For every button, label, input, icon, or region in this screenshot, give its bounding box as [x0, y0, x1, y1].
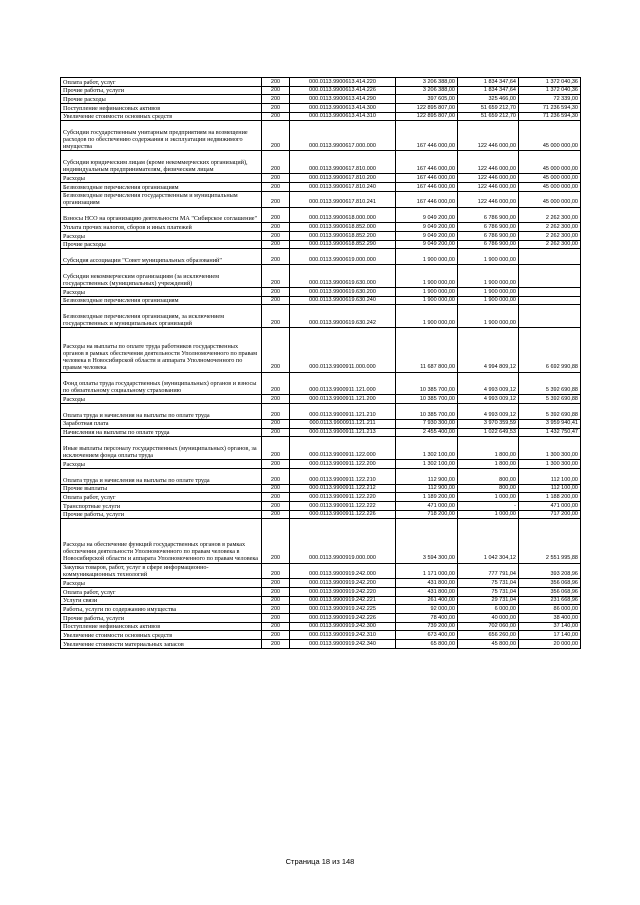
row-name: Безвозмездные перечисления государственным и муниципальным организациям [61, 191, 262, 207]
table-row [61, 622, 581, 631]
table-row [61, 95, 581, 104]
row-name: Прочие работы, услуги [61, 510, 262, 519]
row-amount-remaining: 717 200,00 [519, 510, 581, 519]
row-amount-approved: 7 930 300,00 [396, 419, 458, 428]
row-budget-code: 000.0113.9900619.630.200 [290, 288, 396, 297]
row-amount-remaining: 112 100,00 [519, 468, 581, 484]
row-budget-code: 000.0113.9900617.810.200 [290, 174, 396, 183]
row-amount-approved: 2 455 400,00 [396, 428, 458, 437]
row-code: 200 [262, 395, 290, 404]
row-amount-remaining: 45 000 000,00 [519, 174, 581, 183]
row-name: Закупка товаров, работ, услуг в сфере информационно-коммуникационных технологий [61, 563, 262, 579]
table-row [61, 510, 581, 519]
table-row [61, 614, 581, 623]
row-budget-code: 000.0113.9900619.630.240 [290, 296, 396, 305]
row-amount-remaining: 1 372 040,36 [519, 78, 581, 87]
row-budget-code: 000.0113.9900613.414.300 [290, 104, 396, 113]
row-name: Субсидии юридическим лицам (кроме некоммерческих организаций), индивидуальным предпринимателям, физическим лицам [61, 151, 262, 174]
row-code: 200 [262, 631, 290, 640]
row-amount-remaining: 2 262 300,00 [519, 231, 581, 240]
table-row [61, 502, 581, 511]
row-amount-remaining: 20 000,00 [519, 640, 581, 649]
row-name: Прочие расходы [61, 95, 262, 104]
row-code: 200 [262, 404, 290, 420]
table-row [61, 240, 581, 249]
row-code: 200 [262, 104, 290, 113]
row-code: 200 [262, 428, 290, 437]
row-amount-approved: 3 594 300,00 [396, 519, 458, 563]
row-name: Увеличение стоимости основных средств [61, 631, 262, 640]
row-code: 200 [262, 460, 290, 469]
row-amount-remaining: 112 100,00 [519, 484, 581, 493]
row-budget-code: 000.0113.9900911.122.222 [290, 502, 396, 511]
row-amount-remaining: 356 068,96 [519, 588, 581, 597]
table-row [61, 86, 581, 95]
row-code: 200 [262, 112, 290, 121]
row-amount-executed: 1 900 000,00 [458, 296, 519, 305]
row-amount-executed: 122 446 000,00 [458, 151, 519, 174]
row-amount-executed: 702 060,00 [458, 622, 519, 631]
table-row [61, 596, 581, 605]
row-amount-executed: 122 446 000,00 [458, 183, 519, 192]
row-amount-approved: 122 895 807,00 [396, 112, 458, 121]
row-name: Увеличение стоимости основных средств [61, 112, 262, 121]
row-amount-remaining: 71 236 594,30 [519, 104, 581, 113]
row-amount-remaining: 393 208,96 [519, 563, 581, 579]
row-budget-code: 000.0113.9900919.000.000 [290, 519, 396, 563]
row-name: Прочие работы, услуги [61, 614, 262, 623]
row-name: Расходы [61, 579, 262, 588]
row-amount-remaining [519, 288, 581, 297]
row-amount-executed: 6 786 900,00 [458, 240, 519, 249]
row-amount-remaining: 5 392 690,88 [519, 404, 581, 420]
table-row [61, 183, 581, 192]
row-budget-code: 000.0113.9900919.242.200 [290, 579, 396, 588]
row-budget-code: 000.0113.9900919.242.300 [290, 622, 396, 631]
row-code: 200 [262, 78, 290, 87]
row-code: 200 [262, 563, 290, 579]
row-amount-approved: 1 900 000,00 [396, 249, 458, 265]
row-amount-approved: 261 400,00 [396, 596, 458, 605]
row-name: Оплата труда и начисления на выплаты по оплате труда [61, 468, 262, 484]
row-code: 200 [262, 265, 290, 288]
table-row [61, 174, 581, 183]
row-code: 200 [262, 288, 290, 297]
row-budget-code: 000.0113.9900919.242.340 [290, 640, 396, 649]
table-row [61, 640, 581, 649]
row-name: Начисления на выплаты по оплате труда [61, 428, 262, 437]
row-code: 200 [262, 121, 290, 151]
row-name: Заработная плата [61, 419, 262, 428]
row-amount-remaining: 1 372 040,36 [519, 86, 581, 95]
row-amount-executed: 122 446 000,00 [458, 174, 519, 183]
row-code: 200 [262, 240, 290, 249]
row-amount-remaining [519, 249, 581, 265]
row-code: 200 [262, 614, 290, 623]
row-amount-approved: 9 049 200,00 [396, 207, 458, 223]
table-row [61, 519, 581, 563]
row-code: 200 [262, 183, 290, 192]
row-code: 200 [262, 296, 290, 305]
table-row [61, 78, 581, 87]
row-amount-remaining: 37 140,00 [519, 622, 581, 631]
table-row [61, 191, 581, 207]
row-budget-code: 000.0113.9900613.414.220 [290, 78, 396, 87]
row-budget-code: 000.0113.9900911.122.226 [290, 510, 396, 519]
row-name: Безвозмездные перечисления организациям [61, 183, 262, 192]
row-amount-remaining: 1 300 300,00 [519, 460, 581, 469]
row-budget-code: 000.0113.9900911.121.211 [290, 419, 396, 428]
row-amount-executed: 1 000,00 [458, 493, 519, 502]
row-amount-remaining: 1 432 750,47 [519, 428, 581, 437]
row-budget-code: 000.0113.9900618.852.000 [290, 223, 396, 232]
row-name: Безвозмездные перечисления организациям [61, 296, 262, 305]
row-amount-executed: 6 786 900,00 [458, 231, 519, 240]
row-name: Расходы [61, 460, 262, 469]
row-amount-executed: 4 993 009,12 [458, 404, 519, 420]
row-code: 200 [262, 95, 290, 104]
row-amount-executed: 75 731,04 [458, 588, 519, 597]
row-budget-code: 000.0113.9900613.414.310 [290, 112, 396, 121]
row-amount-remaining: 2 262 300,00 [519, 240, 581, 249]
row-amount-remaining: 1 300 300,00 [519, 437, 581, 460]
table-row [61, 296, 581, 305]
row-amount-executed: 1 900 000,00 [458, 288, 519, 297]
row-amount-executed: 800,00 [458, 484, 519, 493]
budget-table-body [61, 78, 581, 649]
row-amount-approved: 1 302 100,00 [396, 460, 458, 469]
row-budget-code: 000.0113.9900911.121.213 [290, 428, 396, 437]
row-amount-remaining: 6 692 990,88 [519, 328, 581, 372]
row-name: Безвозмездные перечисления организациям, за исключением государственных и муниципальных организаций [61, 305, 262, 328]
row-budget-code: 000.0113.9900613.414.290 [290, 95, 396, 104]
row-amount-approved: 739 200,00 [396, 622, 458, 631]
row-code: 200 [262, 588, 290, 597]
table-row [61, 428, 581, 437]
row-amount-executed: 1 022 649,53 [458, 428, 519, 437]
row-amount-executed: 656 260,00 [458, 631, 519, 640]
row-amount-approved: 167 446 000,00 [396, 151, 458, 174]
row-budget-code: 000.0113.9900911.121.200 [290, 395, 396, 404]
row-name: Поступление нефинансовых активов [61, 104, 262, 113]
table-row [61, 372, 581, 395]
row-amount-approved: 718 200,00 [396, 510, 458, 519]
table-row [61, 104, 581, 113]
row-budget-code: 000.0113.9900613.414.226 [290, 86, 396, 95]
row-amount-approved: 1 900 000,00 [396, 296, 458, 305]
row-name: Оплата труда и начисления на выплаты по оплате труда [61, 404, 262, 420]
row-budget-code: 000.0113.9900618.000.000 [290, 207, 396, 223]
row-code: 200 [262, 223, 290, 232]
row-amount-executed: 325 466,00 [458, 95, 519, 104]
row-name: Прочие выплаты [61, 484, 262, 493]
row-code: 200 [262, 468, 290, 484]
row-budget-code: 000.0113.9900617.810.241 [290, 191, 396, 207]
row-budget-code: 000.0113.9900911.122.000 [290, 437, 396, 460]
row-name: Уплата прочих налогов, сборов и иных платежей [61, 223, 262, 232]
row-name: Транспортные услуги [61, 502, 262, 511]
row-name: Увеличение стоимости материальных запасов [61, 640, 262, 649]
row-amount-approved: 1 171 000,00 [396, 563, 458, 579]
table-row [61, 288, 581, 297]
row-budget-code: 000.0113.9900617.810.240 [290, 183, 396, 192]
row-amount-executed: 40 000,00 [458, 614, 519, 623]
row-code: 200 [262, 605, 290, 614]
table-row [61, 404, 581, 420]
row-amount-executed: 6 786 900,00 [458, 223, 519, 232]
row-amount-executed: - [458, 502, 519, 511]
row-amount-executed: 1 800,00 [458, 437, 519, 460]
row-code: 200 [262, 502, 290, 511]
row-amount-approved: 3 206 388,00 [396, 78, 458, 87]
row-name: Расходы на обеспечение функций государственных органов в рамках обеспечения деятельности Уполномоченного по правам человека в Новосибирской области и аппарата Уполномоченного по правам человека [61, 519, 262, 563]
row-amount-approved: 167 446 000,00 [396, 191, 458, 207]
row-amount-approved: 431 800,00 [396, 588, 458, 597]
row-amount-approved: 397 605,00 [396, 95, 458, 104]
table-row [61, 249, 581, 265]
row-amount-executed: 1 900 000,00 [458, 249, 519, 265]
table-row [61, 231, 581, 240]
row-amount-executed: 122 446 000,00 [458, 191, 519, 207]
row-amount-approved: 112 900,00 [396, 468, 458, 484]
table-row [61, 223, 581, 232]
row-amount-remaining: 231 668,96 [519, 596, 581, 605]
row-name: Субсидии некоммерческим организациям (за исключением государственных (муниципальных) учреждений) [61, 265, 262, 288]
row-code: 200 [262, 305, 290, 328]
row-amount-approved: 65 800,00 [396, 640, 458, 649]
budget-table [60, 77, 581, 649]
row-amount-remaining: 3 959 940,41 [519, 419, 581, 428]
row-code: 200 [262, 328, 290, 372]
table-row [61, 151, 581, 174]
row-amount-approved: 112 900,00 [396, 484, 458, 493]
row-budget-code: 000.0113.9900618.852.290 [290, 240, 396, 249]
row-amount-executed: 800,00 [458, 468, 519, 484]
row-name: Иные выплаты персоналу государственных (муниципальных) органов, за исключением фонда оплаты труда [61, 437, 262, 460]
row-amount-approved: 9 049 200,00 [396, 223, 458, 232]
row-amount-executed: 6 000,00 [458, 605, 519, 614]
row-budget-code: 000.0113.9900619.630.242 [290, 305, 396, 328]
row-code: 200 [262, 191, 290, 207]
row-name: Оплата работ, услуг [61, 588, 262, 597]
row-amount-approved: 1 302 100,00 [396, 437, 458, 460]
row-amount-approved: 1 900 000,00 [396, 305, 458, 328]
row-name: Прочие расходы [61, 240, 262, 249]
table-row [61, 265, 581, 288]
row-amount-remaining: 71 236 594,30 [519, 112, 581, 121]
table-row [61, 493, 581, 502]
row-amount-remaining: 72 339,00 [519, 95, 581, 104]
row-budget-code: 000.0113.9900911.122.210 [290, 468, 396, 484]
row-amount-approved: 471 000,00 [396, 502, 458, 511]
row-name: Прочие работы, услуги [61, 86, 262, 95]
row-amount-executed: 29 731,04 [458, 596, 519, 605]
row-code: 200 [262, 174, 290, 183]
row-amount-remaining: 45 000 000,00 [519, 191, 581, 207]
row-amount-remaining: 5 392 690,88 [519, 395, 581, 404]
row-name: Расходы [61, 231, 262, 240]
row-amount-approved: 431 800,00 [396, 579, 458, 588]
row-budget-code: 000.0113.9900919.242.310 [290, 631, 396, 640]
row-code: 200 [262, 419, 290, 428]
row-budget-code: 000.0113.9900911.122.212 [290, 484, 396, 493]
table-row [61, 112, 581, 121]
row-amount-remaining: 38 400,00 [519, 614, 581, 623]
row-code: 200 [262, 510, 290, 519]
row-amount-remaining [519, 305, 581, 328]
table-row [61, 579, 581, 588]
row-amount-executed: 4 994 809,12 [458, 328, 519, 372]
table-row [61, 419, 581, 428]
table-row [61, 468, 581, 484]
row-amount-approved: 9 049 200,00 [396, 231, 458, 240]
row-code: 200 [262, 151, 290, 174]
row-amount-remaining: 2 262 300,00 [519, 207, 581, 223]
row-amount-approved: 11 687 800,00 [396, 328, 458, 372]
row-amount-remaining: 2 262 300,00 [519, 223, 581, 232]
row-amount-remaining: 45 000 000,00 [519, 151, 581, 174]
row-amount-executed: 122 446 000,00 [458, 121, 519, 151]
row-amount-executed: 3 970 359,59 [458, 419, 519, 428]
row-amount-approved: 78 400,00 [396, 614, 458, 623]
row-amount-executed: 45 800,00 [458, 640, 519, 649]
row-budget-code: 000.0113.9900919.242.225 [290, 605, 396, 614]
row-amount-remaining: 471 000,00 [519, 502, 581, 511]
row-name: Субсидии государственным унитарным предприятиям на возмещение расходов по обеспечению содержания и эксплуатации недвижимого имущества [61, 121, 262, 151]
row-name: Расходы [61, 174, 262, 183]
row-budget-code: 000.0113.9900619.000.000 [290, 249, 396, 265]
row-name: Оплата работ, услуг [61, 493, 262, 502]
row-amount-remaining: 86 000,00 [519, 605, 581, 614]
row-amount-approved: 1 900 000,00 [396, 265, 458, 288]
row-amount-approved: 92 000,00 [396, 605, 458, 614]
row-amount-remaining: 2 551 995,88 [519, 519, 581, 563]
row-budget-code: 000.0113.9900919.242.000 [290, 563, 396, 579]
row-name: Работы, услуги по содержанию имущества [61, 605, 262, 614]
row-amount-remaining: 17 140,00 [519, 631, 581, 640]
row-code: 200 [262, 437, 290, 460]
table-row [61, 207, 581, 223]
row-budget-code: 000.0113.9900617.000.000 [290, 121, 396, 151]
row-code: 200 [262, 622, 290, 631]
row-name: Расходы на выплаты по оплате труда работников государственных органов в рамках обеспечения деятельности Уполномоченного по правам человека в Новосибирской области и аппарата Уполномоченного по правам человека [61, 328, 262, 372]
row-amount-approved: 167 446 000,00 [396, 174, 458, 183]
table-row [61, 563, 581, 579]
row-amount-remaining: 45 000 000,00 [519, 183, 581, 192]
row-name: Расходы [61, 395, 262, 404]
table-row [61, 484, 581, 493]
row-amount-executed: 4 993 009,12 [458, 372, 519, 395]
row-code: 200 [262, 231, 290, 240]
row-amount-executed: 51 659 212,70 [458, 104, 519, 113]
row-amount-executed: 51 659 212,70 [458, 112, 519, 121]
row-budget-code: 000.0113.9900919.242.220 [290, 588, 396, 597]
row-amount-executed: 4 993 009,12 [458, 395, 519, 404]
row-amount-approved: 10 385 700,00 [396, 404, 458, 420]
row-budget-code: 000.0113.9900617.810.000 [290, 151, 396, 174]
row-amount-executed: 6 786 900,00 [458, 207, 519, 223]
row-name: Расходы [61, 288, 262, 297]
row-code: 200 [262, 640, 290, 649]
row-amount-remaining: 356 068,96 [519, 579, 581, 588]
row-amount-approved: 10 385 700,00 [396, 395, 458, 404]
row-budget-code: 000.0113.9900919.242.221 [290, 596, 396, 605]
row-amount-approved: 167 446 000,00 [396, 121, 458, 151]
table-row [61, 121, 581, 151]
row-amount-remaining: 1 188 200,00 [519, 493, 581, 502]
table-row [61, 605, 581, 614]
row-amount-executed: 1 800,00 [458, 460, 519, 469]
row-code: 200 [262, 484, 290, 493]
row-code: 200 [262, 493, 290, 502]
row-code: 200 [262, 372, 290, 395]
row-amount-executed: 1 900 000,00 [458, 265, 519, 288]
row-code: 200 [262, 519, 290, 563]
table-row [61, 631, 581, 640]
table-row [61, 588, 581, 597]
row-budget-code: 000.0113.9900911.121.210 [290, 404, 396, 420]
row-budget-code: 000.0113.9900911.122.220 [290, 493, 396, 502]
row-budget-code: 000.0113.9900618.852.200 [290, 231, 396, 240]
row-amount-approved: 1 900 000,00 [396, 288, 458, 297]
row-amount-approved: 673 400,00 [396, 631, 458, 640]
row-budget-code: 000.0113.9900919.242.226 [290, 614, 396, 623]
row-code: 200 [262, 579, 290, 588]
table-row [61, 328, 581, 372]
row-code: 200 [262, 86, 290, 95]
table-row [61, 437, 581, 460]
row-amount-approved: 9 049 200,00 [396, 240, 458, 249]
row-name: Фонд оплаты труда государственных (муниципальных) органов и взносы по обязательному социальному страхованию [61, 372, 262, 395]
row-name: Взносы НСО на организацию деятельности МА "Сибирское соглашение" [61, 207, 262, 223]
row-budget-code: 000.0113.9900619.630.000 [290, 265, 396, 288]
row-amount-remaining: 5 392 690,88 [519, 372, 581, 395]
row-amount-remaining [519, 296, 581, 305]
row-amount-approved: 122 895 807,00 [396, 104, 458, 113]
row-amount-remaining [519, 265, 581, 288]
row-budget-code: 000.0113.9900911.000.000 [290, 328, 396, 372]
table-row [61, 460, 581, 469]
row-budget-code: 000.0113.9900911.122.200 [290, 460, 396, 469]
row-code: 200 [262, 249, 290, 265]
row-amount-executed: 75 731,04 [458, 579, 519, 588]
row-amount-executed: 1 000,00 [458, 510, 519, 519]
row-amount-executed: 1 900 000,00 [458, 305, 519, 328]
row-code: 200 [262, 207, 290, 223]
page-number: Страница 18 из 148 [285, 857, 355, 866]
table-row [61, 395, 581, 404]
row-amount-executed: 1 834 347,64 [458, 86, 519, 95]
row-amount-approved: 10 385 700,00 [396, 372, 458, 395]
row-amount-executed: 777 791,04 [458, 563, 519, 579]
row-amount-approved: 167 446 000,00 [396, 183, 458, 192]
row-code: 200 [262, 596, 290, 605]
row-name: Оплата работ, услуг [61, 78, 262, 87]
row-amount-approved: 3 206 388,00 [396, 86, 458, 95]
row-name: Субсидия ассоциации "Совет муниципальных образований" [61, 249, 262, 265]
row-budget-code: 000.0113.9900911.121.000 [290, 372, 396, 395]
row-amount-executed: 1 834 347,64 [458, 78, 519, 87]
row-amount-approved: 1 189 200,00 [396, 493, 458, 502]
table-row [61, 305, 581, 328]
row-name: Поступление нефинансовых активов [61, 622, 262, 631]
row-name: Услуги связи [61, 596, 262, 605]
row-amount-executed: 1 042 304,12 [458, 519, 519, 563]
row-amount-remaining: 45 000 000,00 [519, 121, 581, 151]
